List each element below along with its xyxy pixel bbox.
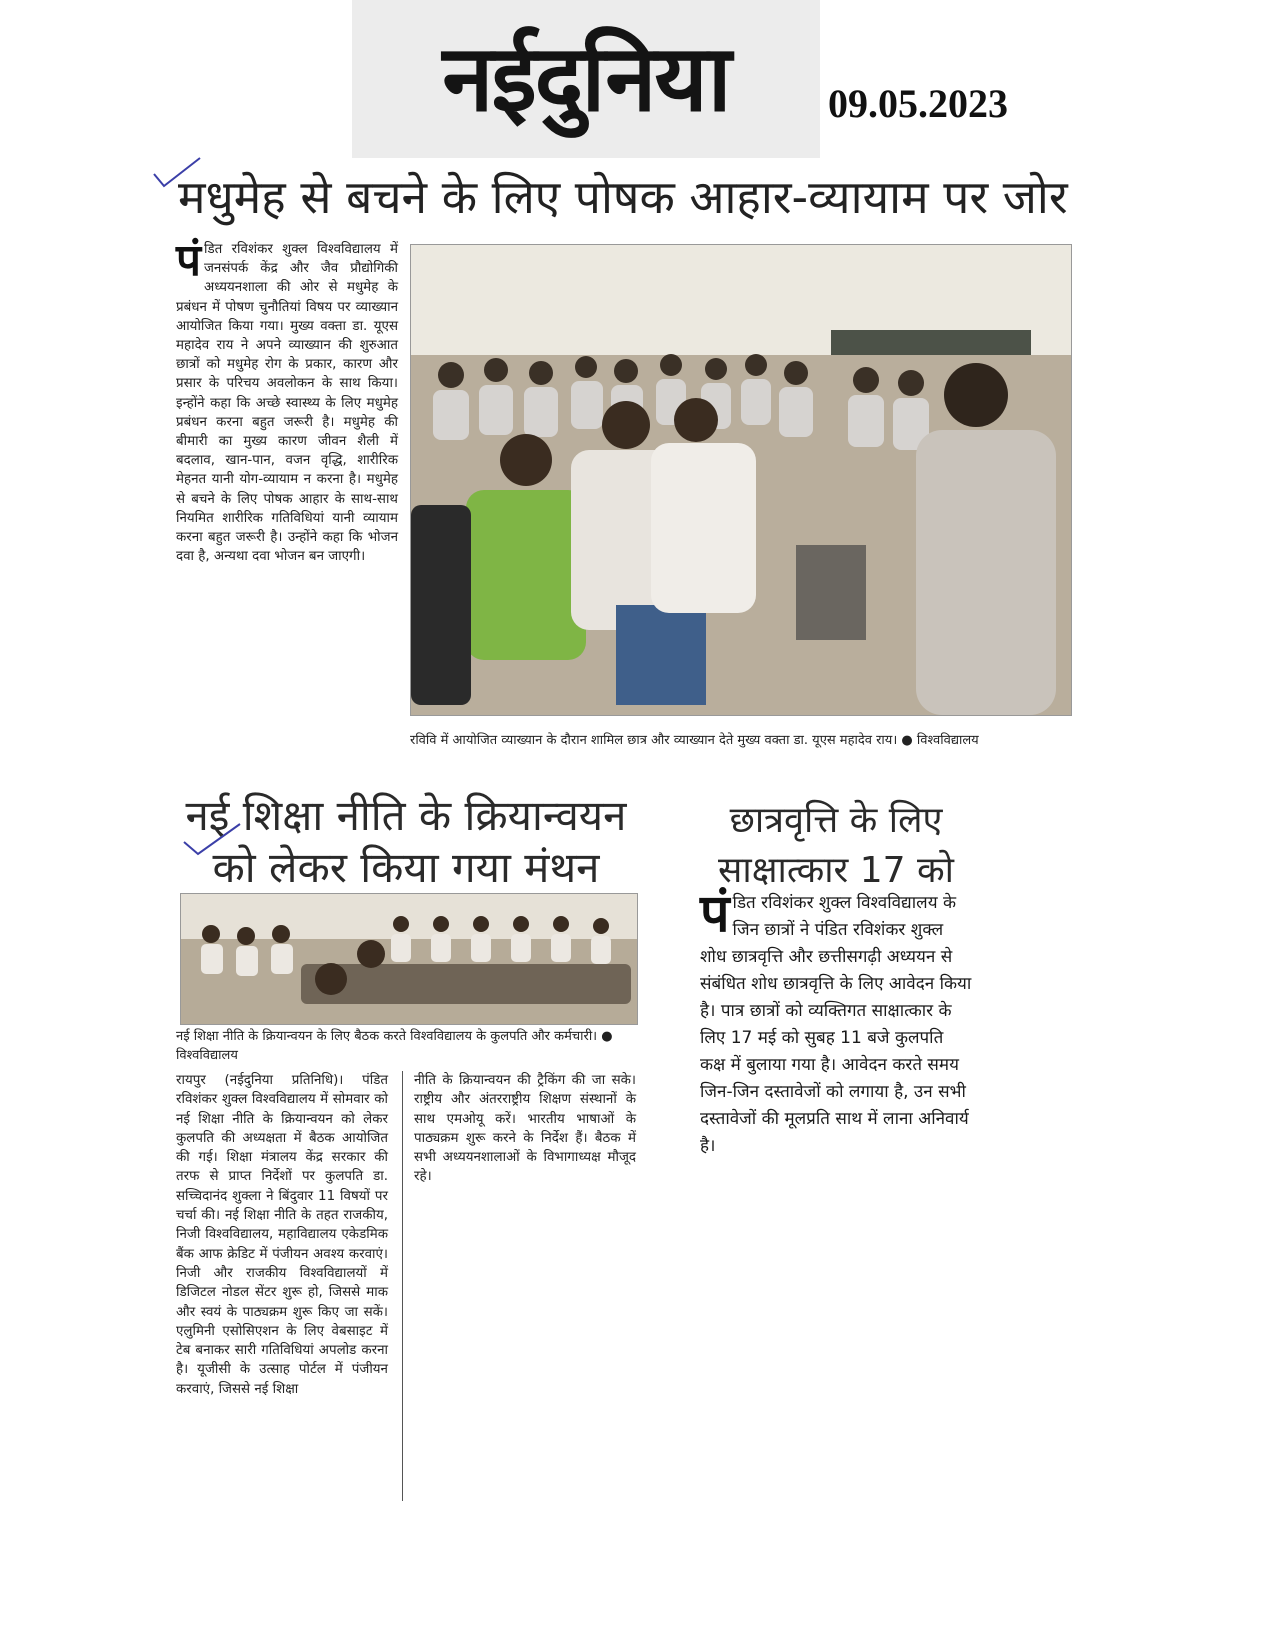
- article3-body-text: डित रविशंकर शुक्ल विश्वविद्यालय के जिन छात्रों ने पंडित रविशंकर शुक्ल शोध छात्रवृत्ति और छत्तीसगढ़ी अध्ययन से संबंधित शोध छात्रवृत्ति के लिए आवेदन किया है। पात्र छात्रों को व्यक्तिगत साक्षात्कार के लिए 17 मई को सुबह 11 बजे कुलपति कक्ष में बुलाया गया है। आवेदन करते समय जिन-जिन दस्तावेजों को लगाया है, उन सभी दस्तावेजों की मूलप्रति साथ में लाना अनिवार्य है।: [700, 893, 972, 1156]
- article2-photo-caption: नई शिक्षा नीति के क्रियान्वयन के लिए बैठक करते विश्वविद्यालय के कुलपति और कर्मचारी। ● विश्वविद्यालय: [176, 1029, 613, 1063]
- column-divider: [402, 1071, 403, 1501]
- article2-body-column-1: रायपुर (नईदुनिया प्रतिनिधि)। पंडित रविशंकर शुक्ल विश्वविद्यालय में सोमवार को नई शिक्षा नीति के क्रियान्वयन को लेकर कुलपति की अध्यक्षता में बैठक आयोजित की गई। शिक्षा मंत्रालय केंद्र सरकार की तरफ से प्राप्त निर्देशों पर कुलपति डा. सच्चिदानंद शुक्ला ने बिंदुवार 11 विषयों पर चर्चा की। नई शिक्षा नीति के तहत राजकीय, निजी विश्वविद्यालय, महाविद्यालय एकेडमिक बैंक आफ क्रेडिट में पंजीयन अवश्य करवाएं। निजी और राजकीय विश्वविद्यालयों में डिजिटल नोडल सेंटर शुरू हो, जिससे माक और स्वयं के पाठ्यक्रम शुरू किए जा सकें। एलुमिनी एसोसिएशन के लिए वेबसाइट में टेब बनाकर सारी गतिविधियां अपलोड करना है। यूजीसी के उत्साह पोर्टल में पंजीयन करवाएं, जिससे नई शिक्षा: [176, 1073, 388, 1397]
- meeting-photo-illustration: [181, 894, 637, 1024]
- article1-photo-caption: रविवि में आयोजित व्याख्यान के दौरान शामिल छात्र और व्याख्यान देते मुख्य वक्ता डा. यूएस महादेव राय। ● विश्वविद्यालय: [410, 733, 979, 748]
- article1-body-text: डित रविशंकर शुक्ल विश्वविद्यालय में जनसंपर्क केंद्र और जैव प्रौद्योगिकी अध्ययनशाला की ओर से मधुमेह के प्रबंधन में पोषण चुनौतियां विषय पर व्याख्यान आयोजित किया गया। मुख्य वक्ता डा. यूएस महादेव राय ने अपने व्याख्यान की शुरुआत छात्रों को मधुमेह रोग के प्रकार, कारण और प्रसार के परिचय अवलोकन के साथ किया। इन्होंने कहा कि अच्छे स्वास्थ्य के लिए मधुमेह प्रबंधन करना बहुत जरूरी है। मधुमेह की बीमारी का मुख्य कारण जीवन शैली में बदलाव, खान-पान, वजन वृद्धि, शारीरिक मेहनत यानी योग-व्यायाम न करना है। मधुमेह से बचने के लिए पोषक आहार के साथ-साथ नियमित शारीरिक गतिविधियां यानी व्यायाम करना बहुत जरूरी है। उन्होंने कहा कि भोजन दवा है, अन्यथा दवा भोजन बन जाएगी।: [176, 242, 398, 565]
- edition-date: 09.05.2023: [828, 81, 1008, 126]
- lecture-photo-illustration: [411, 245, 1071, 715]
- lecture-photo: [410, 244, 1072, 716]
- article3-headline: छात्रवृत्ति के लिए साक्षात्कार 17 को: [718, 800, 954, 891]
- article2-headline: नई शिक्षा नीति के क्रियान्वयन को लेकर किया गया मंथन: [185, 791, 627, 892]
- article1-dropcap: पं: [176, 235, 201, 286]
- newspaper-logo: नईदुनिया: [442, 25, 730, 132]
- newspaper-masthead: [352, 0, 820, 158]
- article1-body: [176, 235, 398, 566]
- meeting-photo: [180, 893, 638, 1025]
- article3-dropcap: पं: [700, 884, 730, 944]
- article2-body-column-2: नीति के क्रियान्वयन की ट्रैकिंग की जा सके। राष्ट्रीय और अंतरराष्ट्रीय शिक्षण संस्थानों के साथ एमओयू करें। भारतीय भाषाओं के पाठ्यक्रम शुरू करने के निर्देश हैं। बैठक में सभी अध्ययनशालाओं के विभागाध्यक्ष मौजूद रहे।: [414, 1073, 636, 1185]
- article1-headline: मधुमेह से बचने के लिए पोषक आहार-व्यायाम पर जोर: [178, 170, 1068, 224]
- article3-body: [700, 884, 972, 1160]
